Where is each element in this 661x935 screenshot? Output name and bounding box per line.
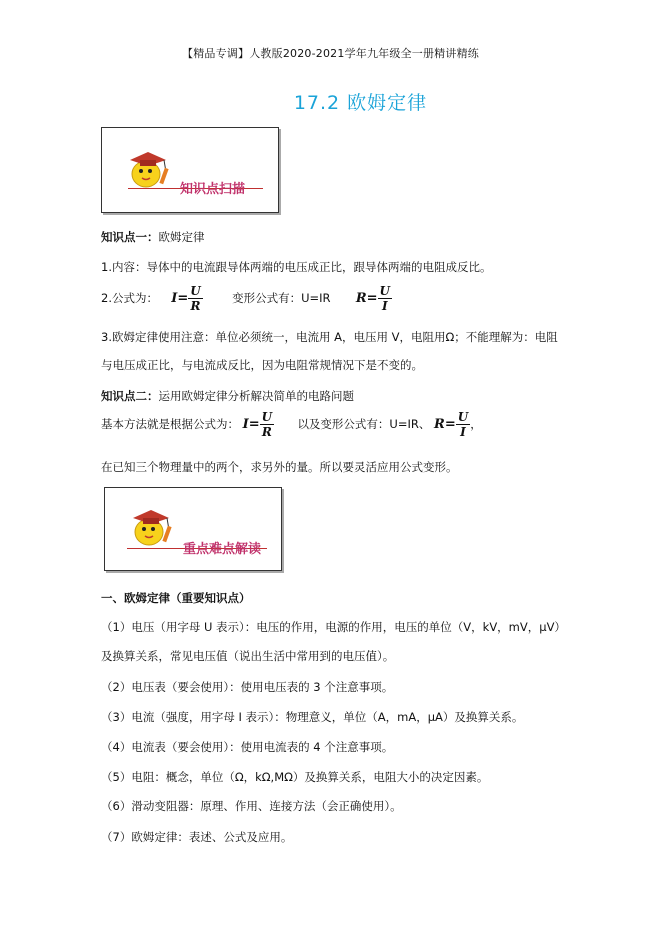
list-item: （5）电阻：概念，单位（Ω，kΩ,MΩ）及换算关系，电阻大小的决定因素。	[101, 770, 489, 784]
k1-note-line1: 3.欧姆定律使用注意：单位必须统一，电流用 A，电压用 V，电阻用Ω；不能理解为：电阻	[101, 330, 558, 344]
k2-heading: 知识点二：运用欧姆定律分析解决简单的电路问题	[101, 389, 354, 403]
list-item: （1）电压（用字母 U 表示）：电压的作用，电源的作用，电压的单位（V，kV，mV，μV）	[101, 620, 566, 634]
k1-heading: 知识点一：欧姆定律	[101, 230, 205, 244]
badge-label: 重点难点解读	[183, 542, 262, 557]
page-header: 【精品专调】人教版2020-2021学年九年级全一册精讲精练	[182, 47, 479, 60]
list-item: （4）电流表（要会使用）：使用电流表的 4 个注意事项。	[101, 740, 394, 754]
key-points-badge	[104, 487, 282, 571]
badge-label: 知识点扫描	[180, 182, 246, 197]
list-item: 及换算关系，常见电压值（说出生活中常用到的电压值）。	[101, 649, 395, 663]
list-item: （7）欧姆定律：表述、公式及应用。	[101, 830, 293, 844]
k1-note-line2: 与电压成正比，与电流成反比，因为电阻常规情况下是不变的。	[101, 358, 423, 372]
list-item: （6）滑动变阻器：原理、作用、连接方法（会正确使用）。	[101, 799, 402, 813]
graduation-chick-icon	[122, 140, 174, 192]
section-heading: 一、欧姆定律（重要知识点）	[101, 591, 251, 605]
graduation-chick-icon	[125, 498, 177, 550]
k1-formula-line: 2.公式为： I= $\frac{U}{R}$ 变形公式有：U=IR R= $\frac{U}{I}$	[101, 284, 391, 313]
k2-formula-line: 基本方法就是根据公式为： I= $\frac{U}{R}$ 以及变形公式有：U=IR、 R= $\frac{U}{I}$ ，	[101, 410, 482, 439]
page-title: 17.2 欧姆定律	[293, 92, 428, 114]
knowledge-scan-badge	[101, 127, 279, 213]
k1-content: 1.内容：导体中的电流跟导体两端的电压成正比，跟导体两端的电阻成反比。	[101, 260, 492, 274]
k2-content: 在已知三个物理量中的两个，求另外的量。所以要灵活应用公式变形。	[101, 460, 458, 474]
list-item: （3）电流（强度，用字母 I 表示）：物理意义，单位（A，mA，μA）及换算关系。	[101, 710, 524, 724]
list-item: （2）电压表（要会使用）：使用电压表的 3 个注意事项。	[101, 680, 394, 694]
